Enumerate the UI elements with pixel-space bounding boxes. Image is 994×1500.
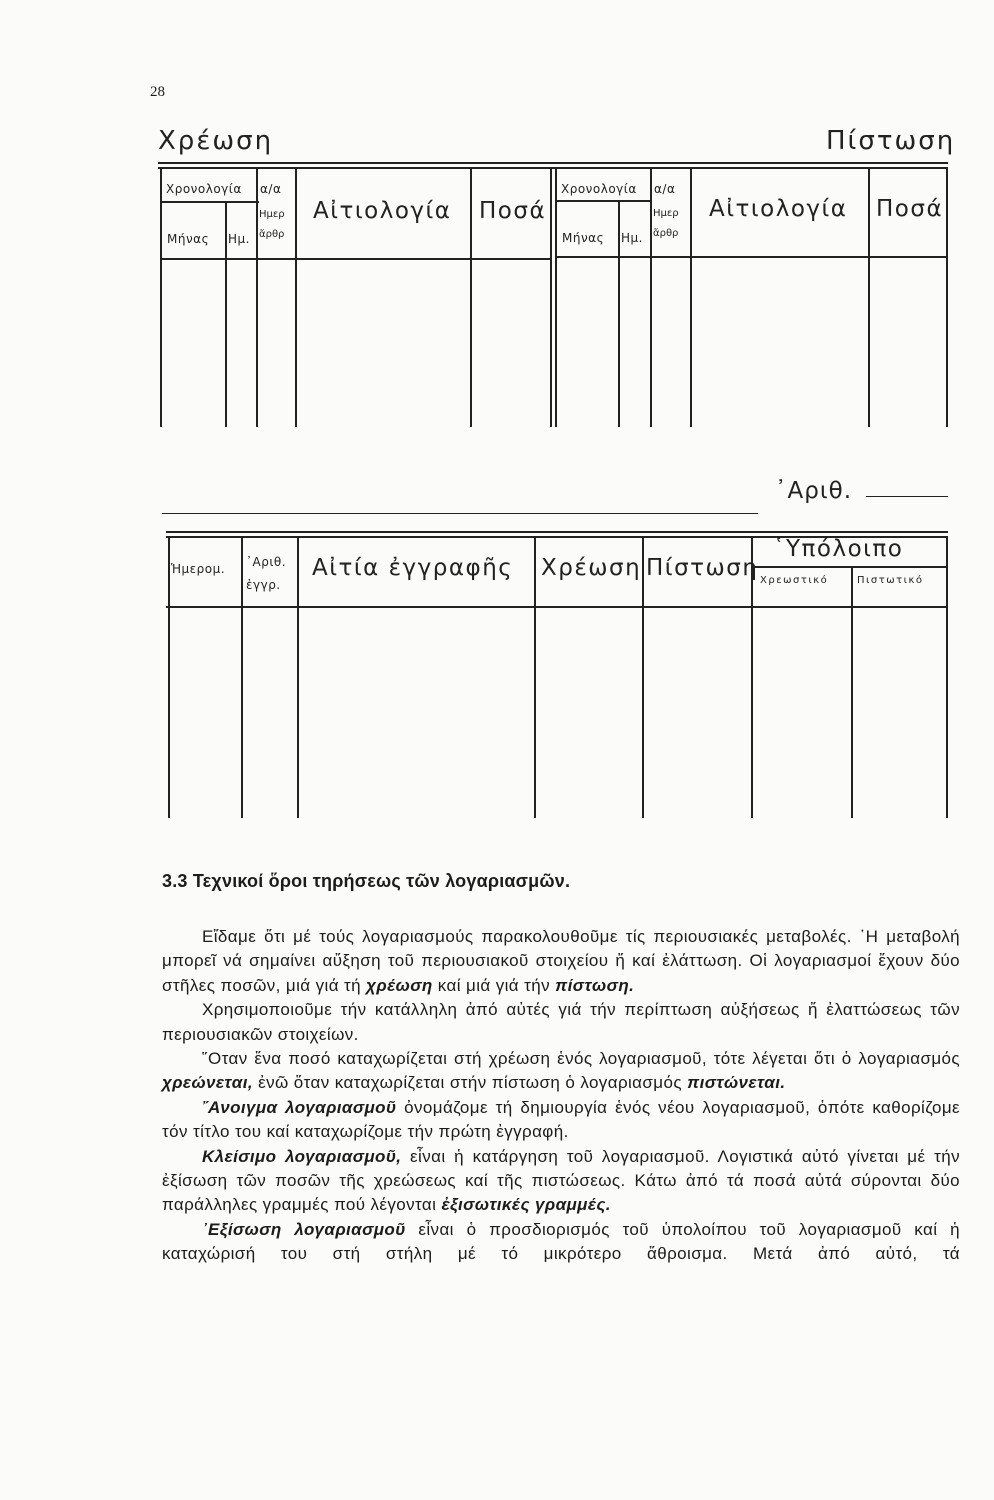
credit-chronology-label: Χρονολογία — [561, 182, 637, 196]
paragraph-6 — [162, 1218, 960, 1267]
debit-chronology-label: Χρονολογία — [166, 182, 242, 196]
paragraph-1-term-credit: πίστωση. — [555, 975, 635, 995]
paragraph-5-term-closing: Κλείσιμο λογαριασμοῦ, — [202, 1146, 402, 1166]
debit-description-label: Αἰτιολογία — [313, 198, 452, 224]
ledger-debit-label: Χρέωση — [541, 555, 642, 581]
ledger-balance-debit-label: Χρεωστικό — [760, 575, 829, 586]
paragraph-5 — [162, 1145, 960, 1218]
ledger-left-border — [168, 536, 170, 818]
ledger-col-balance-credit — [851, 566, 853, 818]
credit-title: Πίστωση — [826, 126, 956, 156]
credit-aa-label: α/α — [654, 182, 676, 196]
paragraph-2 — [162, 998, 960, 1047]
ledger-cause-label: Αἰτία ἐγγραφῆς — [312, 555, 514, 581]
credit-month-label: Μήνας — [562, 231, 605, 245]
ledger-credit-label: Πίστωση — [646, 555, 759, 581]
debit-right-border — [550, 167, 552, 427]
paragraph-6-term-balancing: ᾿Εξίσωση λογαριασμοῦ — [202, 1219, 406, 1239]
debit-aa-tick — [256, 201, 259, 203]
credit-chrono-divider — [555, 200, 651, 202]
credit-amount-col — [868, 167, 870, 427]
paragraph-3-text-2: ἐνῶ ὅταν καταχωρίζεται στήν πίστωση ὁ λογαριασμός — [252, 1073, 688, 1093]
credit-entry-label-top: Ημερ — [653, 208, 679, 219]
ledger-balance-label: ῾Υπόλοιπο — [773, 536, 904, 562]
debit-header-bottom — [160, 258, 552, 260]
debit-entry-label-top: Ημερ — [259, 209, 285, 220]
paragraph-3-term-credited: πιστώνεται. — [687, 1073, 786, 1093]
ledger-col-entry — [241, 536, 243, 818]
paragraph-1-term-debit: χρέωση — [366, 975, 433, 995]
account-number-line — [866, 496, 948, 497]
credit-desc-col — [690, 167, 692, 427]
account-name-line — [162, 513, 758, 514]
credit-entry-label-bottom: ἄρθρ — [653, 228, 679, 239]
paragraph-4-term-opening: ῎Ανοιγμα λογαριασμοῦ — [202, 1097, 397, 1117]
paragraph-1-text-2: καί μιά γιά τήν — [432, 975, 556, 995]
ledger-balance-credit-label: Πιστωτικό — [857, 575, 924, 586]
credit-description-label: Αἰτιολογία — [709, 196, 848, 222]
ledger-entry-no-top: ᾿Αριθ. — [246, 555, 287, 569]
section-body — [162, 925, 960, 1267]
debit-entry-label-bottom: ἄρθρ — [259, 229, 285, 240]
credit-right-border — [946, 167, 948, 427]
debit-aa-col — [256, 167, 258, 427]
debit-left-border — [160, 167, 162, 427]
credit-day-label: Ημ. — [621, 231, 643, 245]
debit-amount-col — [470, 167, 472, 427]
paragraph-3-term-debited: χρεώνεται, — [162, 1073, 253, 1093]
ledger-col-cause — [297, 536, 299, 818]
ledger-top-rule — [166, 531, 948, 533]
credit-month-day-col — [618, 200, 620, 427]
debit-title: Χρέωση — [158, 126, 274, 156]
paragraph-1-text: Εἴδαμε ὅτι μέ τούς λογαριασμούς παρακολουθοῦμε τίς περιουσιακές μεταβολές. ῾Η μεταβολή μπορεῖ νά σημαίνει αὔξηση τοῦ περιουσιακοῦ στοιχείου ἤ καί ἐλάττωση. Οἱ λογαριασμοί ἔχουν δύο στῆλες ποσῶν, μιά γιά τή — [162, 927, 960, 995]
paragraph-5-term-equalizing-lines: ἐξισωτικές γραμμές. — [441, 1195, 611, 1215]
paragraph-3 — [162, 1047, 960, 1096]
t-top-rule-2 — [158, 167, 948, 169]
debit-month-label: Μήνας — [167, 232, 210, 246]
debit-chrono-divider — [160, 201, 258, 203]
section-heading: 3.3 Τεχνικοί ὅροι τηρήσεως τῶν λογαριασμῶν. — [162, 871, 571, 891]
credit-amount-label: Ποσά — [876, 196, 944, 222]
ledger-date-label: Ἡμερομ. — [171, 562, 226, 576]
ledger-col-credit — [642, 536, 644, 818]
paragraph-5-text: εἶναι ἡ κατάργηση τοῦ λογαριασμοῦ. Λογιστικά αὐτό γίνεται μέ τήν ἐξίσωση τῶν ποσῶν τῆς χρεώσεως καί τῆς πιστώσεως. Κάτω ἀπό τά ποσά αὐτά σύρονται δύο παράλληλες γραμμές πού λέγονται — [162, 1146, 960, 1215]
ledger-header-bottom — [166, 606, 948, 608]
ledger-right-border — [946, 536, 948, 818]
page-number: 28 — [150, 84, 165, 100]
t-top-rule — [158, 162, 948, 164]
ledger-entry-no-bottom: ἐγγρ. — [246, 578, 281, 592]
ledger-balance-divider — [751, 566, 948, 568]
debit-day-label: Ημ. — [228, 232, 250, 246]
ledger-col-debit — [534, 536, 536, 818]
credit-header-bottom — [555, 256, 947, 258]
paragraph-4-text: ὀνομάζομε τή δημιουργία ἑνός νέου λογαριασμοῦ, ὁπότε καθορίζομε τόν τίτλο του καί καταχωρίζομε τήν πρώτη ἐγγραφή. — [162, 1097, 961, 1142]
paragraph-3-text: ῞Οταν ἕνα ποσό καταχωρίζεται στή χρέωση ἑνός λογαριασμοῦ, τότε λέγεται ὅτι ὁ λογαριασμός — [202, 1049, 960, 1069]
paragraph-4 — [162, 1096, 960, 1145]
debit-amount-label: Ποσά — [479, 198, 547, 224]
paragraph-2-text: Χρησιμοποιοῦμε τήν κατάλληλη ἀπό αὐτές γιά τήν περίπτωση αὐξήσεως ἤ ἐλαττώσεως τῶν περιουσιακῶν στοιχείων. — [162, 1000, 960, 1044]
paragraph-1 — [162, 925, 960, 998]
paragraph-6-text: εἶναι ὁ προσδιορισμός τοῦ ὑπολοίπου τοῦ λογαριασμοῦ καί ἡ καταχώρισή του στή στήλη μέ τό μικρότερο ἄθροισμα. Μετά ἀπό αὐτό, τά — [162, 1219, 960, 1264]
debit-desc-col — [295, 167, 297, 427]
debit-aa-label: α/α — [260, 182, 282, 196]
account-number-label: ᾿Αριθ. — [775, 478, 852, 504]
credit-left-border — [555, 167, 557, 427]
credit-aa-col — [650, 167, 652, 427]
debit-month-day-col — [225, 201, 227, 427]
